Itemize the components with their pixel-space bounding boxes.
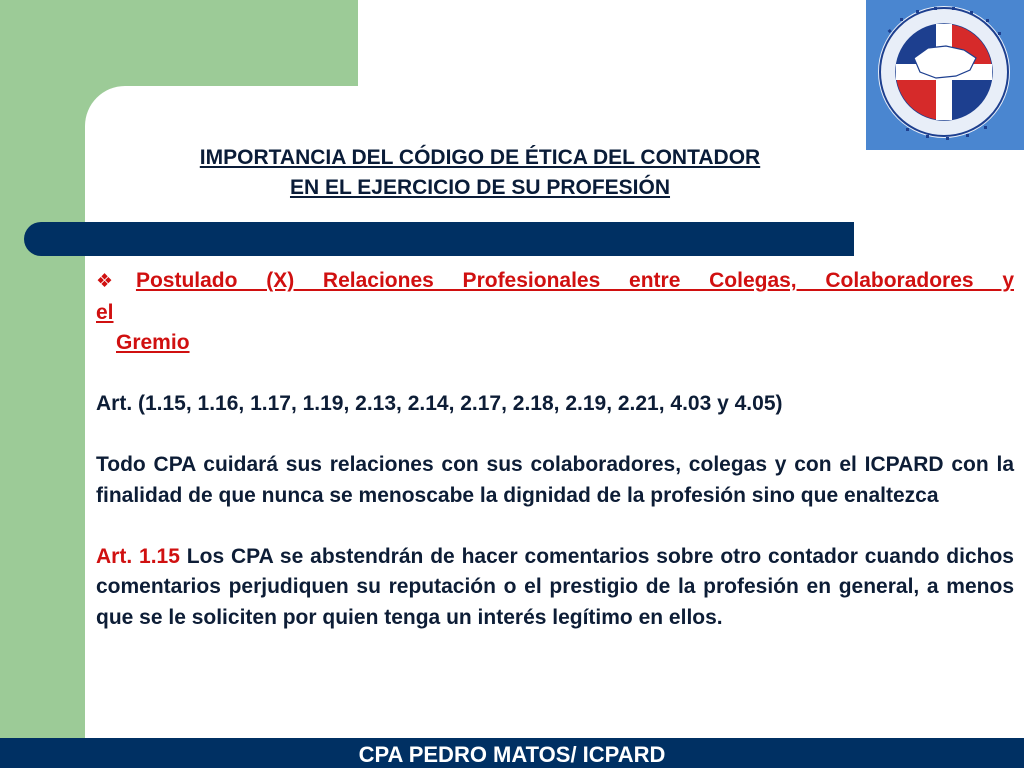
spacer — [96, 511, 1014, 542]
postulado-line-1: Postulado (X) Relaciones Profesionales entre Colegas, Colaboradores y — [135, 269, 1014, 292]
slide-content — [96, 266, 1014, 633]
postulado-heading — [96, 266, 1014, 298]
title-line-1: IMPORTANCIA DEL CÓDIGO DE ÉTICA DEL CONTADOR — [199, 146, 761, 169]
title-line-2: EN EL EJERCICIO DE SU PROFESIÓN — [289, 176, 671, 199]
article-label: Art. 1.15 — [96, 544, 180, 568]
footer-bar — [0, 738, 1024, 768]
articles-reference: Art. (1.15, 1.16, 1.17, 1.19, 2.13, 2.14, 2.17, 2.18, 2.19, 2.21, 4.03 y 4.05) — [96, 392, 783, 415]
icpard-logo — [866, 0, 1024, 150]
article-text: Los CPA se abstendrán de hacer comentarios sobre otro contador cuando dichos comentarios perjudiquen su reputación o el prestigio de la profesión en general, a menos que se le soliciten por quien tenga un interés legítimo en ellos. — [96, 544, 1014, 629]
spacer — [96, 420, 1014, 451]
icpard-seal-icon — [866, 0, 1024, 150]
paragraph-relaciones: Todo CPA cuidará sus relaciones con sus colaboradores, colegas y con el ICPARD con la finalidad de que nunca se menoscabe la dignidad de la profesión sino que enaltezca — [96, 453, 1014, 507]
postulado-line-2: el — [96, 300, 114, 324]
title-divider-bar — [24, 222, 854, 256]
postulado-line-3-wrap — [96, 328, 1014, 359]
diamond-bullet-icon: ❖ — [96, 271, 136, 292]
paragraph-art-1-15 — [96, 542, 1014, 634]
footer-author: CPA PEDRO MATOS/ ICPARD — [358, 742, 666, 767]
page-title — [100, 143, 860, 203]
spacer — [96, 359, 1014, 390]
postulado-line-3: Gremio — [116, 331, 190, 354]
